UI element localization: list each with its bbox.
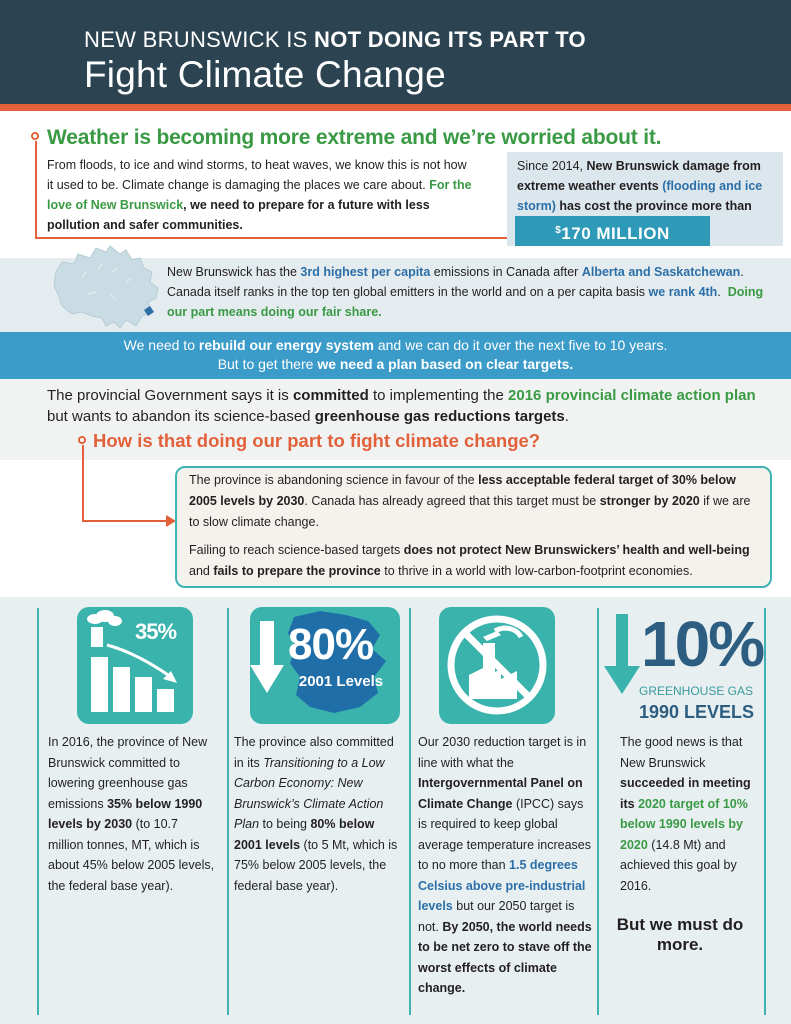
do-more-callout: But we must do more. <box>616 915 744 954</box>
column-1-text: In 2016, the province of New Brunswick committed to lowering greenhouse gas emissions 35% below 1990 levels by 2030 (to 10.7 million tonnes, MT, which is about 45% below 2005 levels, the federal base year). <box>48 735 215 893</box>
header-banner <box>0 0 791 104</box>
header-stripe <box>0 104 791 111</box>
abandon-paragraph-1: The province is abandoning science in favour of the less acceptable federal target of 30% below 2005 levels by 2030. Canada has already agreed that this target must be stronger by 2020 if we are to slow climate change. <box>189 473 751 529</box>
question-heading: How is that doing our part to fight climate change? <box>93 430 541 451</box>
header-line-1: NEW BRUNSWICK IS NOT DOING ITS PART TO <box>84 27 586 52</box>
energy-band <box>0 332 791 379</box>
energy-line-1: We need to rebuild our energy system and we can do it over the next five to 10 years. <box>123 337 668 353</box>
greenhouse-gas-label: GREENHOUSE GAS <box>639 684 754 698</box>
bullet-circle-icon <box>31 132 39 140</box>
damage-amount: $170 MILLION <box>515 216 710 246</box>
column-divider <box>227 608 229 1015</box>
canada-map-icon <box>52 242 164 334</box>
damage-callout <box>507 152 783 246</box>
ten-percent: 10% <box>641 608 764 680</box>
column-3-text: Our 2030 reduction target is in line with what the Intergovernmental Panel on Climate Change (IPCC) says is required to keep global average temperature increases to no more than 1.5 degrees Celsius above pre-industrial levels but our 2050 target is not. By 2050, the world needs to be net zero to stave off the worst effects of climate change. <box>418 735 592 995</box>
tile-levels: 2001 Levels <box>298 673 384 690</box>
tile-percent: 35% <box>135 619 177 644</box>
levels-1990-label: 1990 LEVELS <box>639 702 755 722</box>
connector-line <box>82 520 168 522</box>
province-target-tile <box>250 607 400 724</box>
header-title: Fight Climate Change <box>84 54 446 95</box>
connector-line <box>35 237 547 239</box>
decline-chart-tile <box>77 607 193 724</box>
no-factory-tile <box>439 607 555 724</box>
arrow-down-icon <box>604 614 640 696</box>
bullet-circle-icon <box>78 436 86 444</box>
connector-line <box>82 445 84 521</box>
abandon-callout <box>175 466 772 588</box>
column-2-text: The province also committed in its Transitioning to a Low Carbon Economy: New Brunswick’s Climate Action Plan to being 80% below 2001 levels (to 5 Mt, which is 75% below 2005 levels, the federal base year). <box>234 735 398 893</box>
weather-title: Weather is becoming more extreme and we’re worried about it. <box>47 126 662 149</box>
connector-line <box>35 141 37 238</box>
damage-text: Since 2014, New Brunswick damage from extreme weather events (flooding and ice storm) has cost the province more than <box>517 159 763 213</box>
column-divider <box>37 608 39 1015</box>
emissions-text: New Brunswick has the 3rd highest per capita emissions in Canada after Alberta and Saskatchewan. Canada itself ranks in the top ten global emitters in the world and on a per capita basis we rank 4th. Doing our part means doing our fair share. <box>167 265 764 319</box>
column-divider <box>597 608 599 1015</box>
column-4-text: The good news is that New Brunswick succeeded in meeting its 2020 target of 10% below 1990 levels by 2020 (14.8 Mt) and achieved this goal by 2016. <box>620 735 751 893</box>
abandon-paragraph-2: Failing to reach science-based targets does not protect New Brunswickers’ health and well-being and fails to prepare the province to thrive in a world with low-carbon-footprint economies. <box>189 543 750 578</box>
weather-text: From floods, to ice and wind storms, to heat waves, we know this is not how it used to be. Climate change is damaging the places we care about. For the love of New Brunswick, we need to prepare for a future with less pollution and safer communities. <box>47 158 472 232</box>
energy-line-2: But to get there we need a plan based on clear targets. <box>217 356 574 372</box>
column-divider <box>409 608 411 1015</box>
tile-percent: 80% <box>288 620 374 669</box>
government-text: The provincial Government says it is committed to implementing the 2016 provincial climate action plan but wants to abandon its science-based greenhouse gas reductions targets. <box>47 387 756 425</box>
column-divider <box>764 608 766 1015</box>
